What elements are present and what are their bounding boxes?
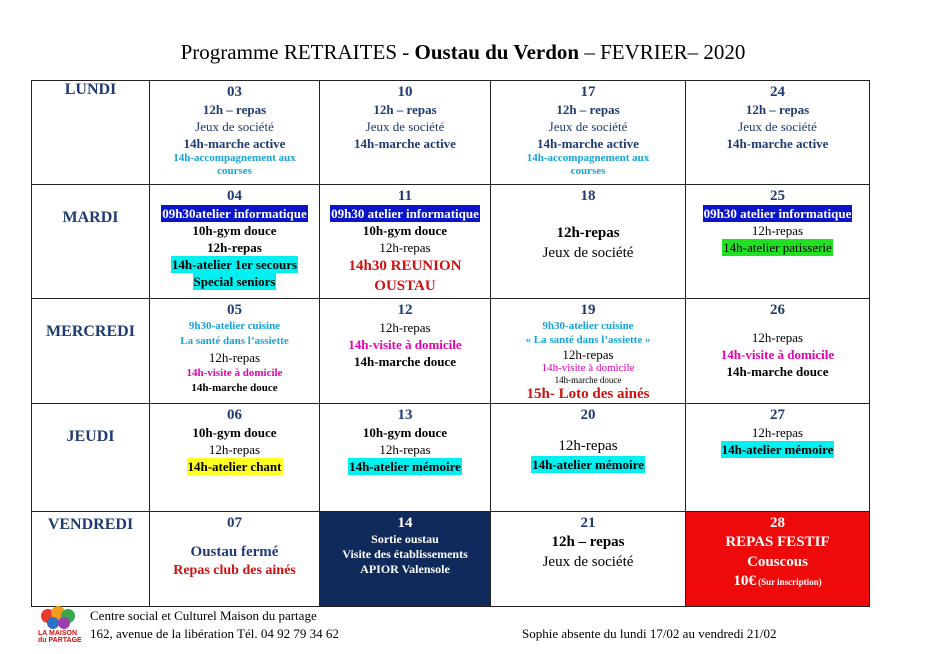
event-line: 12h-repas — [751, 425, 804, 440]
day-number: 07 — [227, 515, 242, 531]
day-number: 10 — [397, 84, 413, 100]
title-prefix: Programme RETRAITES - — [180, 40, 415, 64]
event-line: Sortie oustau — [371, 532, 439, 546]
day-number: 12 — [397, 302, 413, 318]
event-line: 14h-atelier 1er secours — [171, 257, 298, 272]
event-line: 09h30 atelier informatique — [703, 206, 852, 221]
event-line: « La santé dans l’assiette » — [525, 334, 651, 346]
event-line: APIOR Valensole — [360, 562, 450, 576]
event-line: 12h-repas — [379, 320, 431, 335]
event-line: 10h-gym douce — [362, 223, 448, 238]
event-line: (Sur inscription) — [755, 577, 822, 587]
logo-text-line: du PARTAGE — [38, 637, 82, 644]
event-line: 12h-repas — [207, 240, 262, 255]
event-line: 14h-visite à domicile — [348, 337, 462, 352]
event-line: La santé dans l’assiette — [180, 335, 289, 347]
event-line: Jeux de société — [365, 119, 445, 134]
cell-lundi-03 — [150, 81, 320, 185]
event-line: 12h-repas — [379, 240, 431, 255]
event-line: OUSTAU — [374, 278, 436, 294]
event-line: 14h-atelier mémoire — [349, 459, 461, 474]
event-line: Special seniors — [193, 274, 276, 289]
day-number: 17 — [580, 84, 596, 100]
page-title — [0, 40, 926, 65]
cell-lundi-17 — [491, 81, 686, 185]
event-line: 12h-repas — [379, 442, 431, 457]
day-number: 18 — [580, 188, 596, 204]
event-line: Jeux de société — [542, 245, 634, 261]
day-number: 21 — [580, 515, 596, 531]
event-line: Visite des établissements — [342, 547, 468, 561]
event-line: 14h-atelier patisserie — [723, 240, 832, 255]
row-lundi — [32, 81, 870, 185]
day-number: 03 — [227, 84, 242, 100]
event-line: Jeux de société — [195, 119, 274, 134]
cell-vendredi-28 — [686, 512, 870, 607]
event-line: courses — [217, 165, 252, 177]
event-line: Jeux de société — [548, 119, 628, 134]
event-line: 12h – repas — [373, 102, 437, 117]
event-line: 9h30-atelier cuisine — [188, 320, 281, 332]
event-line: REPAS FESTIF — [725, 534, 830, 550]
cell-vendredi-14 — [320, 512, 491, 607]
event-line: 14h-atelier chant — [187, 459, 282, 474]
cell-mardi-18 — [491, 185, 686, 299]
cell-mercredi-12 — [320, 299, 491, 404]
day-label-jeudi: JEUDI — [32, 404, 150, 512]
event-line: 10h-gym douce — [362, 425, 448, 440]
day-label-vendredi: VENDREDI — [32, 512, 150, 607]
logo-text-line: LA MAISON — [38, 630, 78, 637]
event-line: 12h-repas — [558, 438, 618, 454]
event-line: 10h-gym douce — [192, 425, 277, 440]
absence-note: Sophie absente du lundi 17/02 au vendredi 21/02 — [522, 626, 777, 641]
day-number: 20 — [580, 407, 596, 423]
day-number: 24 — [770, 84, 785, 100]
event-line: 09h30 atelier informatique — [331, 206, 479, 221]
event-line: 14h-marche active — [537, 136, 639, 151]
event-line: 12h – repas — [551, 534, 625, 550]
row-jeudi — [32, 404, 870, 512]
cell-mardi-11 — [320, 185, 491, 299]
event-line: Jeux de société — [738, 119, 817, 134]
day-number: 27 — [770, 407, 785, 423]
event-line: 10€ — [733, 573, 756, 589]
cell-jeudi-27 — [686, 404, 870, 512]
event-line: 14h-accompagnement aux — [173, 152, 296, 164]
event-line: 14h-visite à domicile — [720, 347, 835, 362]
title-suffix: – FEVRIER– 2020 — [579, 40, 746, 64]
event-line: 12h – repas — [745, 102, 810, 117]
event-line: 15h- Loto des ainés — [526, 386, 650, 402]
footer-address-line1: Centre social et Culturel Maison du partage — [90, 608, 317, 623]
event-line: 09h30atelier informatique — [162, 206, 307, 221]
footer-address-line2: 162, avenue de la libération Tél. 04 92 79 34 62 — [90, 626, 339, 641]
cell-lundi-24 — [686, 81, 870, 185]
day-label-lundi: LUNDI — [32, 81, 150, 185]
cell-mercredi-19 — [491, 299, 686, 404]
cell-jeudi-06 — [150, 404, 320, 512]
event-line: 14h-marche active — [183, 136, 286, 151]
day-number: 05 — [227, 302, 242, 318]
event-line: 12h-repas — [208, 442, 261, 457]
event-line: 14h-accompagnement aux — [526, 152, 650, 164]
event-line: 12h – repas — [556, 102, 620, 117]
event-line: 14h-visite à domicile — [541, 362, 635, 374]
event-line: 14h-marche douce — [726, 364, 829, 379]
event-line: 12h-repas — [562, 347, 614, 362]
event-line: 14h-atelier mémoire — [532, 457, 644, 472]
event-line: 12h-repas — [751, 223, 804, 238]
cell-jeudi-20 — [491, 404, 686, 512]
cell-mercredi-05 — [150, 299, 320, 404]
day-label-mercredi: MERCREDI — [32, 299, 150, 404]
cell-mardi-25 — [686, 185, 870, 299]
row-vendredi — [32, 512, 870, 607]
event-line: 14h-visite à domicile — [186, 367, 283, 379]
cell-mardi-04 — [150, 185, 320, 299]
event-line: 14h-marche douce — [191, 382, 278, 394]
cell-vendredi-07 — [150, 512, 320, 607]
day-number: 04 — [227, 188, 242, 204]
day-number: 11 — [397, 188, 413, 204]
event-line: 12h – repas — [202, 102, 267, 117]
event-line: 10h-gym douce — [192, 223, 277, 238]
event-line: 14h30 REUNION — [348, 258, 462, 274]
schedule-table — [31, 80, 870, 607]
event-line: Repas club des ainés — [173, 563, 296, 578]
day-number: 06 — [227, 407, 242, 423]
event-line: Couscous — [747, 554, 808, 570]
event-line: 14h-marche douce — [554, 375, 622, 385]
cell-jeudi-13 — [320, 404, 491, 512]
cell-mercredi-26 — [686, 299, 870, 404]
day-number: 14 — [397, 515, 413, 531]
event-line: 14h-atelier mémoire — [721, 442, 834, 457]
event-line: Jeux de société — [542, 554, 634, 570]
event-line: 12h-repas — [751, 330, 804, 345]
event-line: 14h-marche active — [354, 136, 456, 151]
cell-vendredi-21 — [491, 512, 686, 607]
event-line: 14h-marche active — [726, 136, 829, 151]
title-place: Oustau du Verdon — [414, 40, 580, 64]
day-number: 25 — [770, 188, 785, 204]
event-line: 12h-repas — [208, 350, 261, 365]
event-line: 9h30-atelier cuisine — [542, 320, 634, 332]
logo-text — [38, 630, 82, 644]
day-number: 26 — [770, 302, 785, 318]
event-line: 12h-repas — [556, 225, 620, 241]
event-line: 14h-marche douce — [354, 354, 456, 369]
event-line: Oustau fermé — [190, 544, 279, 560]
day-label-mardi: MARDI — [32, 185, 150, 299]
day-number: 19 — [580, 302, 596, 318]
row-mardi — [32, 185, 870, 299]
day-number: 28 — [770, 515, 785, 531]
cell-lundi-10 — [320, 81, 491, 185]
day-number: 13 — [397, 407, 413, 423]
event-line: courses — [570, 165, 606, 177]
row-mercredi — [32, 299, 870, 404]
